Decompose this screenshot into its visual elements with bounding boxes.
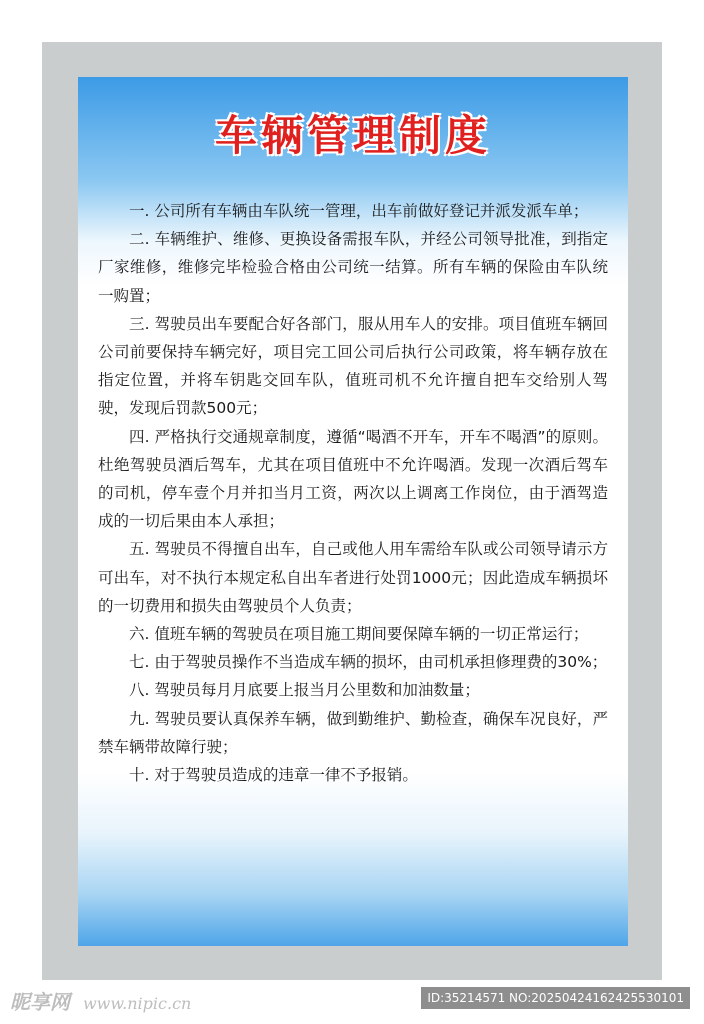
rule-item-1: 一. 公司所有车辆由车队统一管理，出车前做好登记并派发派车单； (129, 202, 589, 220)
watermark-logo: 昵享网 (10, 990, 70, 1014)
rule-item-10: 十. 对于驾驶员造成的违章一律不予报销。 (129, 766, 418, 785)
rule-item-5: 五. 驾驶员不得擅自出车，自己或他人用车需给车队或公司领导请示方可出车，对不执行本规定私自出车者进行处罚1000元；因此造成车辆损坏的一切费用和损失由驾驶员个人负责； (98, 540, 608, 615)
image-id-bar: ID:35214571 NO:20250424162425530101 (421, 987, 690, 1009)
poster-title: 车辆管理制度 (214, 111, 491, 160)
rule-item-4: 四. 严格执行交通规章制度，遵循“喝酒不开车，开车不喝酒”的原则。杜绝驾驶员酒后驾车，尤其在项目值班中不允许喝酒。发现一次酒后驾车的司机，停车壹个月并扣当月工资，两次以上调离工作岗位，由于酒驾造成的一切后果由本人承担； (98, 427, 608, 531)
rule-item-2: 二. 车辆维护、维修、更换设备需报车队，并经公司领导批准，到指定厂家维修，维修完毕检验合格由公司统一结算。所有车辆的保险由车队统一购置； (98, 230, 608, 305)
poster-panel (78, 77, 628, 946)
rule-item-9: 九. 驾驶员要认真保养车辆，做到勤维护、勤检查，确保车况良好，严禁车辆带故障行驶； (98, 709, 608, 756)
site-watermark (10, 986, 192, 1014)
rules-list (98, 197, 608, 789)
rule-item-6: 六. 值班车辆的驾驶员在项目施工期间要保障车辆的一切正常运行； (129, 625, 589, 644)
watermark-url: www.nipic.cn (82, 994, 192, 1013)
rule-item-7: 七. 由于驾驶员操作不当造成车辆的损坏，由司机承担修理费的30%； (129, 653, 608, 672)
rule-item-3: 三. 驾驶员出车要配合好各部门，服从用车人的安排。项目值班车辆回公司前要保持车辆完好，项目完工回公司后执行公司政策，将车辆存放在指定位置，并将车钥匙交回车队，值班司机不允许擅自把车交给别人驾驶，发现后罚款500元； (98, 314, 608, 418)
rule-item-8: 八. 驾驶员每月月底要上报当月公里数和加油数量； (129, 681, 480, 700)
